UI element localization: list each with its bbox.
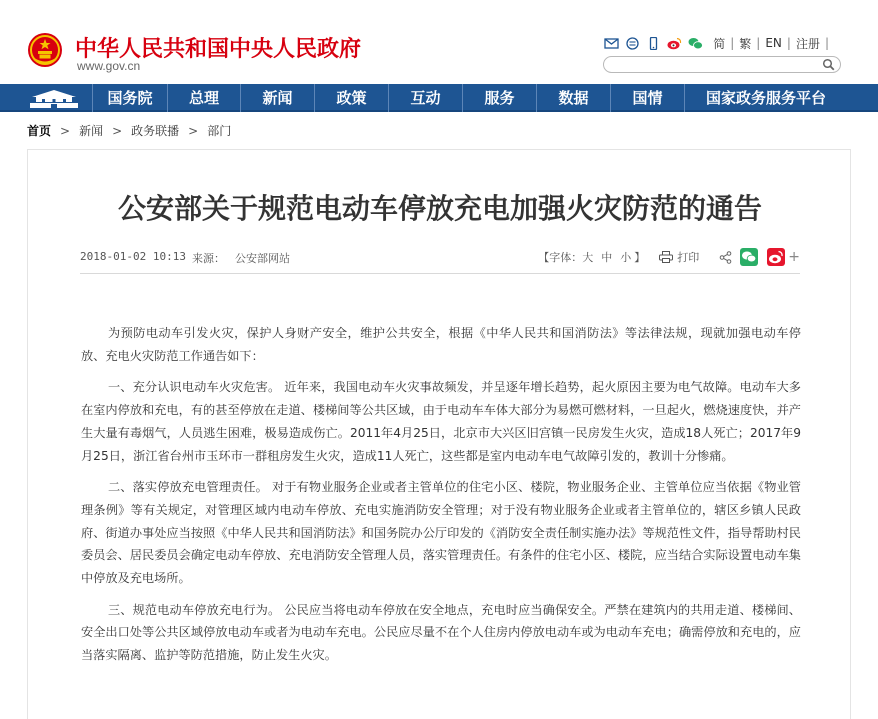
article-meta <box>80 248 800 274</box>
mobile-icon[interactable] <box>646 37 661 50</box>
top-links <box>604 35 830 51</box>
nav-item-data[interactable]: 数据 <box>536 84 610 112</box>
site-title[interactable]: 中华人民共和国中央人民政府 <box>75 37 362 62</box>
nav-item-service[interactable]: 服务 <box>462 84 536 112</box>
printer-icon <box>659 251 673 263</box>
article-paragraph: 为预防电动车引发火灾，保护人身财产安全，维护公共安全，根据《中华人民共和国消防法》等法律法规，现就加强电动车停放、充电火灾防范工作通告如下： <box>81 326 801 363</box>
mail-icon[interactable] <box>604 37 619 50</box>
site-header <box>0 0 878 84</box>
article-paragraph: 一、充分认识电动车火灾危害。 近年来，我国电动车火灾事故频发，并呈逐年增长趋势，起火原因主要为电气故障。电动车大多在室内停放和充电，有的甚至停放在走道、楼梯间等公共区域，由于电动车车体大部分为易燃可燃材料，一旦起火，燃烧速度快，并产生大量有毒烟气，人员逃生困难，极易造成伤亡。2011年4月25日，北京市大兴区旧宫镇一民房发生火灾，造成18人死亡；2017年9月25日，浙江省台州市玉环市一群租房发生火灾，造成11人死亡，这些都是室内电动车电气故障引发的，教训十分惨痛。 <box>81 380 801 463</box>
breadcrumb-news[interactable]: 新闻 <box>79 124 104 138</box>
source-name: 公安部网站 <box>235 252 290 265</box>
traditional-chinese-link[interactable]: 繁 <box>739 36 752 51</box>
link-separator: | <box>756 36 761 50</box>
breadcrumb-departments[interactable]: 部门 <box>207 124 232 138</box>
simplified-chinese-link[interactable]: 简 <box>713 36 726 51</box>
article-container <box>27 149 851 719</box>
article-paragraph: 三、规范电动车停放充电行为。 公民应当将电动车停放在安全地点，充电时应当确保安全。严禁在建筑内的共用走道、楼梯间、安全出口处等公共区域停放电动车或者为电动车充电。公民应尽量不在个人住房内停放电动车或为电动车充电；确需停放和充电的，应当落实隔离、监护等防范措施，防止发生火灾。 <box>81 602 801 663</box>
font-small-button[interactable]: 小 <box>620 251 632 264</box>
font-close-bracket: 】 <box>634 251 646 264</box>
link-separator: | <box>730 36 735 50</box>
link-separator: | <box>786 36 791 50</box>
tiananmen-icon[interactable] <box>24 86 84 110</box>
source-label: 来源： <box>192 252 225 265</box>
nav-list <box>92 84 847 112</box>
national-emblem-icon[interactable] <box>27 32 63 68</box>
print-label: 打印 <box>677 251 700 264</box>
print-button[interactable] <box>659 249 699 265</box>
breadcrumb-separator: > <box>60 123 71 138</box>
article-title: 公安部关于规范电动车停放充电加强火灾防范的通告 <box>117 192 762 225</box>
breadcrumb <box>27 122 231 139</box>
nav-item-policy[interactable]: 政策 <box>314 84 388 112</box>
breadcrumb-gov-affairs[interactable]: 政务联播 <box>131 124 180 138</box>
font-medium-button[interactable]: 中 <box>601 251 613 264</box>
wechat-icon[interactable] <box>688 37 703 50</box>
breadcrumb-separator: > <box>188 123 199 138</box>
publish-date: 2018-01-02 10:13 <box>80 250 186 263</box>
site-url[interactable]: www.gov.cn <box>77 59 141 73</box>
font-label: 【字体： <box>538 251 583 264</box>
share-icon[interactable] <box>719 251 732 264</box>
font-large-button[interactable]: 大 <box>582 251 594 264</box>
link-separator: | <box>824 36 829 50</box>
font-size-control <box>538 249 645 265</box>
message-icon[interactable] <box>625 37 640 50</box>
nav-item-news[interactable]: 新闻 <box>240 84 314 112</box>
article-paragraph: 二、落实停放充电管理责任。 对于有物业服务企业或者主管单位的住宅小区、楼院，物业服务企业、主管单位应当依据《物业管理条例》等有关规定，对管理区域内电动车停放、充电实施消防安全管理；对于没有物业服务企业或者主管单位的，辖区乡镇人民政府、街道办事处应当按照《中华人民共和国消防法》和国务院办公厅印发的《消防安全责任制实施办法》等规范性文件，指导帮助村民委员会、居民委员会确定电动车停放、充电消防安全管理人员，落实管理责任。有条件的住宅小区、楼院，应当结合实际设置电动车集中停放及充电场所。 <box>81 480 801 586</box>
search-icon[interactable] <box>822 58 835 71</box>
nav-item-premier[interactable]: 总理 <box>167 84 240 112</box>
more-share-icon[interactable]: + <box>788 249 800 265</box>
main-nav <box>0 84 878 112</box>
english-link[interactable]: EN <box>765 36 782 50</box>
nav-item-state-council[interactable]: 国务院 <box>92 84 167 112</box>
article-body <box>81 322 801 676</box>
wechat-share-icon[interactable] <box>740 248 758 266</box>
article-tools <box>538 248 800 266</box>
nav-item-national-info[interactable]: 国情 <box>610 84 684 112</box>
breadcrumb-separator: > <box>112 123 123 138</box>
nav-item-interaction[interactable]: 互动 <box>388 84 462 112</box>
weibo-icon[interactable] <box>667 37 682 50</box>
breadcrumb-home[interactable]: 首页 <box>27 124 52 138</box>
search-input[interactable] <box>603 56 841 73</box>
nav-item-gov-service-platform[interactable]: 国家政务服务平台 <box>684 84 847 112</box>
weibo-share-icon[interactable] <box>767 248 785 266</box>
register-link[interactable]: 注册 <box>795 36 820 51</box>
